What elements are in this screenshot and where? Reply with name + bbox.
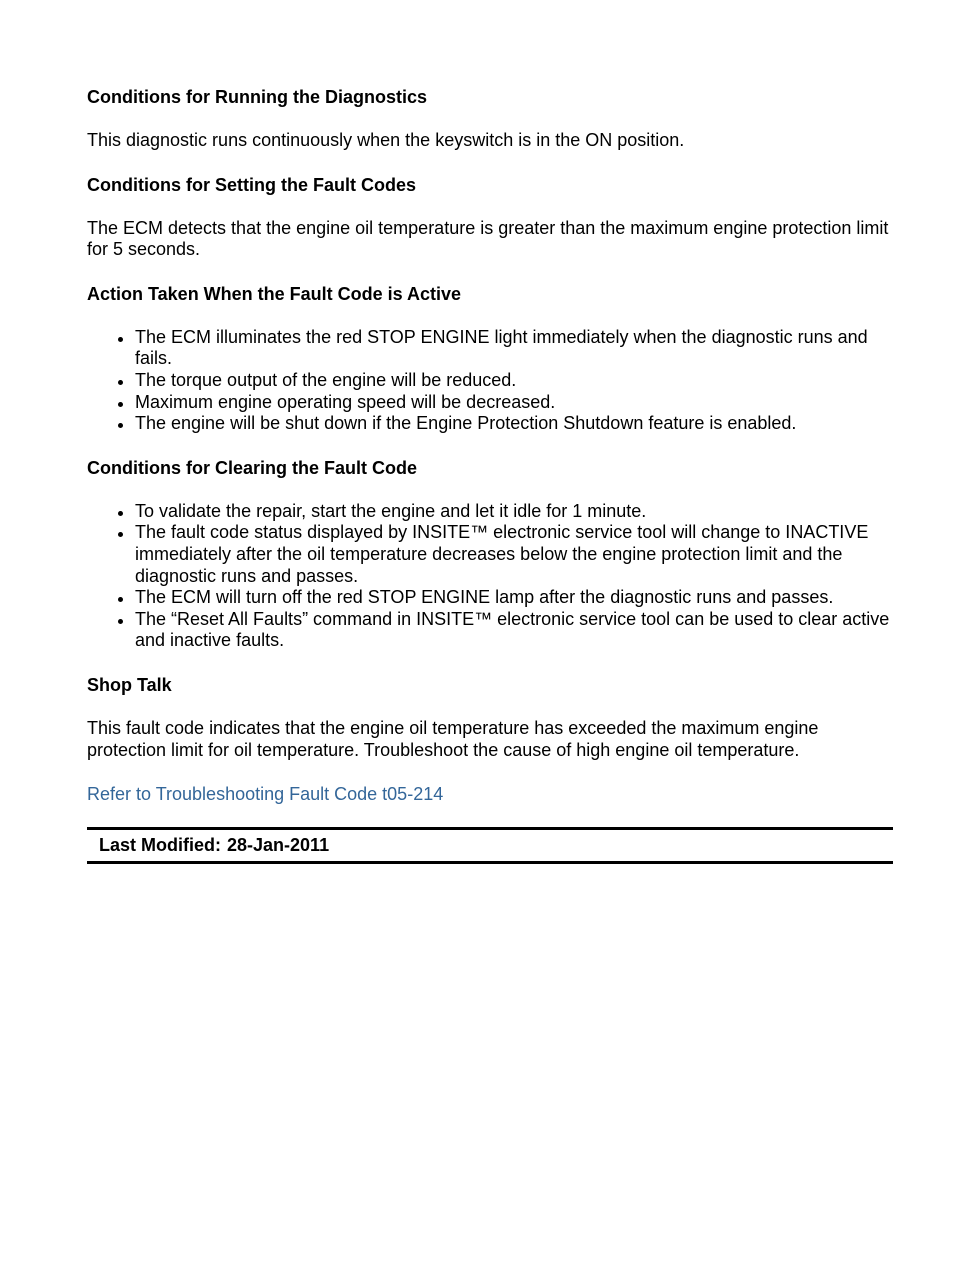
- list-item: The torque output of the engine will be reduced.: [135, 370, 893, 392]
- last-modified-label: Last Modified:: [99, 835, 221, 856]
- section-heading-clearing-fault-code: Conditions for Clearing the Fault Code: [87, 457, 417, 478]
- troubleshooting-reference-link[interactable]: Refer to Troubleshooting Fault Code t05-214: [87, 784, 444, 805]
- section-text-shop-talk: This fault code indicates that the engine oil temperature has exceeded the maximum engine protection limit for oil temperature. Troubleshoot the cause of high engine oil temperature.: [87, 717, 819, 760]
- document-page: [87, 86, 893, 864]
- list-item: The ECM will turn off the red STOP ENGINE lamp after the diagnostic runs and passes.: [135, 587, 893, 609]
- section-text-running-diagnostics: This diagnostic runs continuously when the keyswitch is in the ON position.: [87, 130, 685, 150]
- list-item: Maximum engine operating speed will be decreased.: [135, 392, 893, 414]
- list-item: The ECM illuminates the red STOP ENGINE light immediately when the diagnostic runs and fails.: [135, 327, 893, 370]
- list-item: The engine will be shut down if the Engine Protection Shutdown feature is enabled.: [135, 413, 893, 435]
- clearing-fault-code-list: [87, 501, 893, 652]
- section-heading-running-diagnostics: Conditions for Running the Diagnostics: [87, 87, 427, 107]
- action-taken-list: [87, 327, 893, 435]
- list-item: The “Reset All Faults” command in INSITE™ electronic service tool can be used to clear active and inactive faults.: [135, 609, 893, 652]
- section-text-setting-fault-codes: The ECM detects that the engine oil temperature is greater than the maximum engine protection limit for 5 seconds.: [87, 217, 889, 260]
- section-heading-action-taken: Action Taken When the Fault Code is Active: [87, 283, 462, 304]
- section-heading-shop-talk: Shop Talk: [87, 674, 172, 695]
- section-heading-setting-fault-codes: Conditions for Setting the Fault Codes: [87, 174, 416, 195]
- list-item: To validate the repair, start the engine and let it idle for 1 minute.: [135, 501, 893, 523]
- list-item: The fault code status displayed by INSITE™ electronic service tool will change to INACTIVE immediately after the oil temperature decreases below the engine protection limit and the diagnostic runs and passes.: [135, 522, 893, 587]
- last-modified-date: 28-Jan-2011: [227, 835, 330, 856]
- last-modified-footer: [87, 827, 893, 864]
